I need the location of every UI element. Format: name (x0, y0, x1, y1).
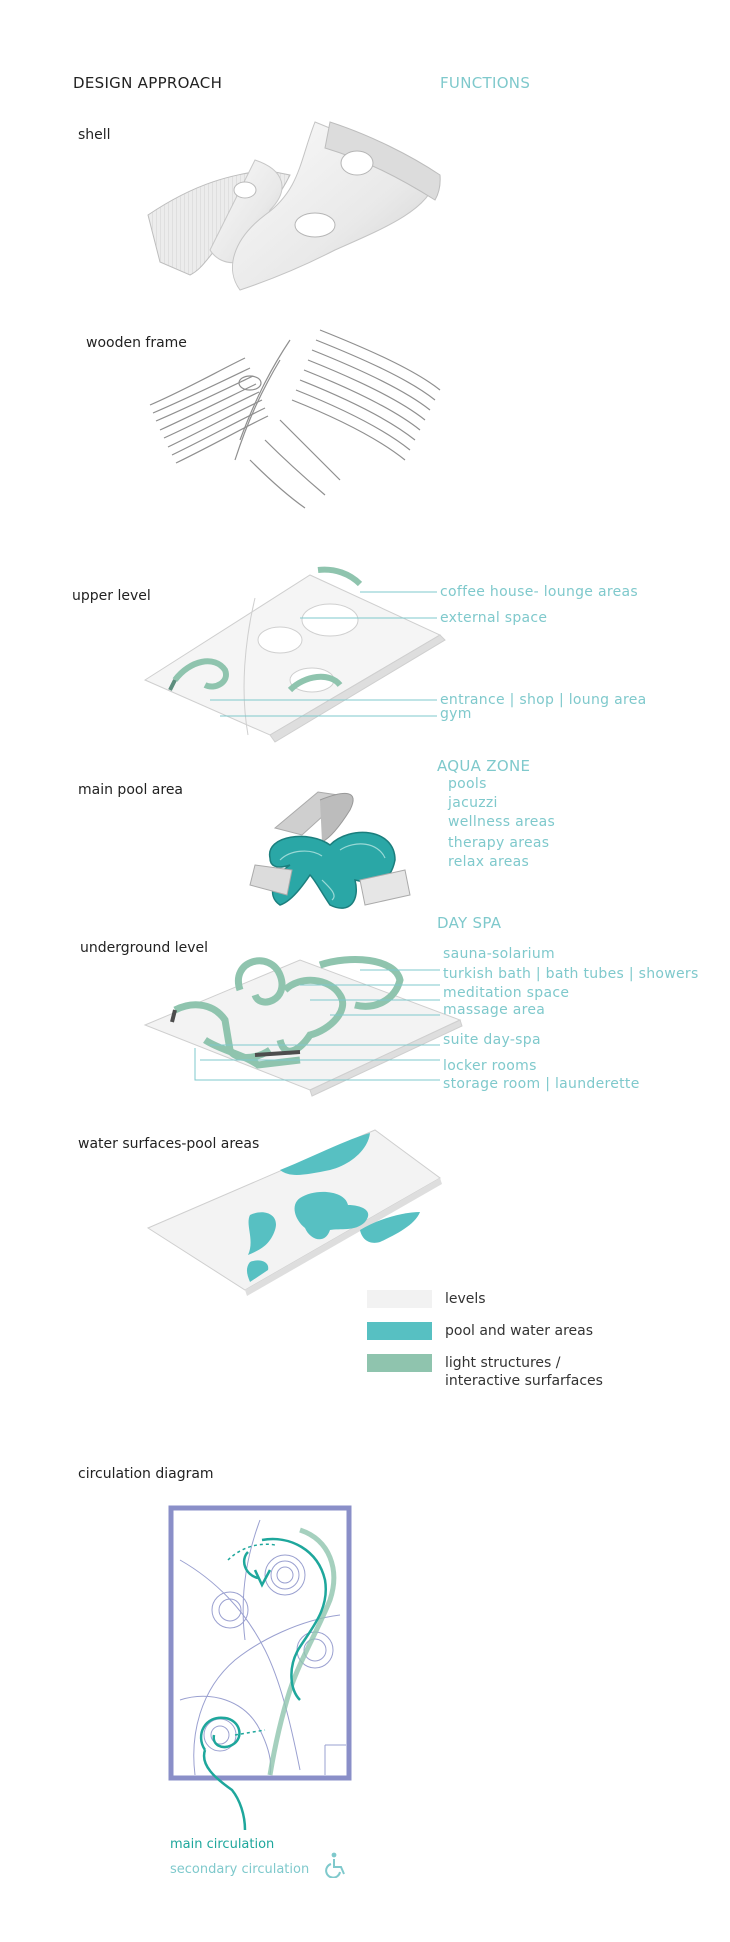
legend-pool-water: pool and water areas (445, 1323, 593, 1339)
main-pool-drawing (250, 792, 410, 908)
functions-header: FUNCTIONS (440, 74, 531, 92)
water-surfaces-drawing (148, 1130, 442, 1296)
legend-levels: levels (445, 1291, 486, 1307)
spa-item-turkish-bath: turkish bath | bath tubes | showers (443, 966, 699, 982)
upper-level-label: upper level (72, 588, 151, 604)
water-surfaces-label: water surfaces-pool areas (78, 1136, 260, 1152)
aqua-item-pools: pools (448, 776, 487, 792)
circulation-diagram-drawing (171, 1508, 349, 1830)
shell-label: shell (78, 127, 111, 143)
aqua-item-relax: relax areas (448, 854, 530, 870)
aqua-item-jacuzzi: jacuzzi (448, 795, 498, 811)
legend-light-structures-line2: interactive surfarfaces (445, 1373, 603, 1389)
main-circulation-label: main circulation (170, 1837, 275, 1852)
design-approach-header: DESIGN APPROACH (73, 74, 223, 92)
function-entrance-shop: entrance | shop | loung area (440, 692, 647, 708)
aqua-item-therapy: therapy areas (448, 835, 550, 851)
spa-item-storage: storage room | launderette (443, 1076, 640, 1092)
wooden-frame-drawing (150, 330, 440, 508)
main-pool-area-label: main pool area (78, 782, 184, 798)
wooden-frame-label: wooden frame (86, 335, 187, 351)
legend-swatch-light-structures (367, 1354, 432, 1372)
underground-level-drawing (145, 960, 462, 1096)
spa-item-massage: massage area (443, 1002, 546, 1018)
aqua-item-wellness: wellness areas (448, 814, 556, 830)
wheelchair-icon (325, 1852, 349, 1878)
function-external-space: external space (440, 610, 548, 626)
spa-item-sauna: sauna-solarium (443, 946, 555, 962)
function-coffee-house: coffee house- lounge areas (440, 584, 638, 600)
legend-swatch-levels (367, 1290, 432, 1308)
spa-item-meditation: meditation space (443, 985, 570, 1001)
shell-drawing (148, 122, 440, 290)
day-spa-title: DAY SPA (437, 914, 502, 932)
circulation-diagram-label: circulation diagram (78, 1466, 214, 1482)
underground-level-label: underground level (80, 940, 209, 956)
legend-swatch-pool (367, 1322, 432, 1340)
aqua-zone-title: AQUA ZONE (437, 757, 531, 775)
spa-item-locker-rooms: locker rooms (443, 1058, 537, 1074)
spa-item-suite: suite day-spa (443, 1032, 541, 1048)
function-gym: gym (440, 706, 472, 722)
legend-light-structures-line1: light structures / (445, 1355, 561, 1371)
secondary-circulation-label: secondary circulation (170, 1862, 310, 1877)
